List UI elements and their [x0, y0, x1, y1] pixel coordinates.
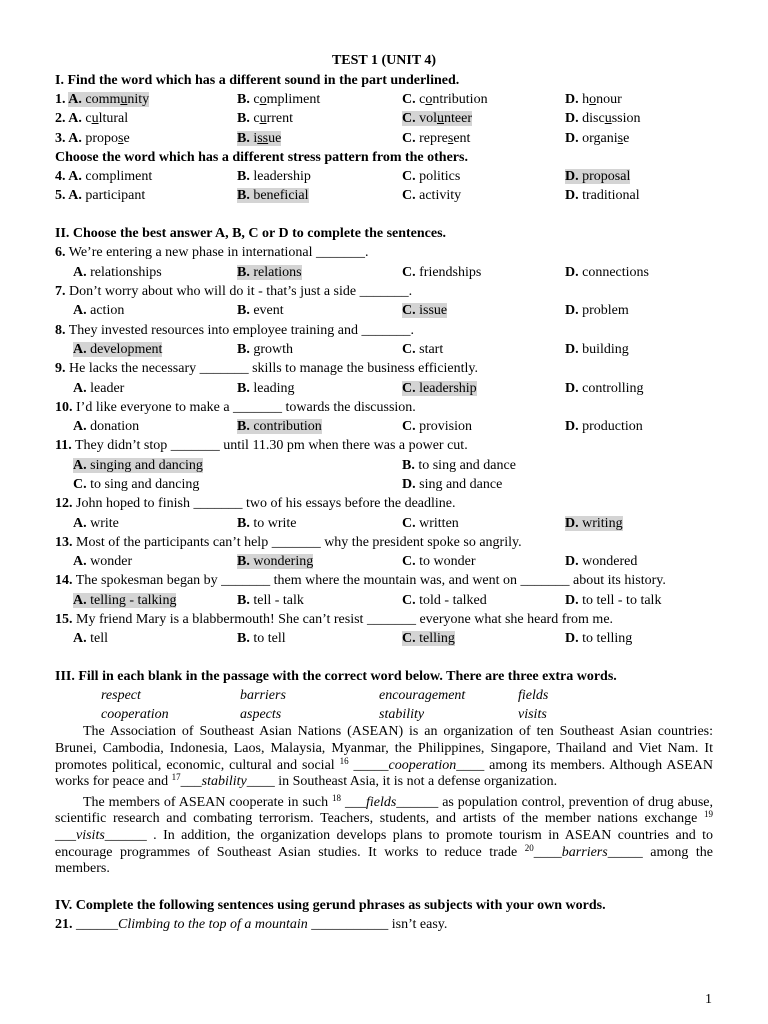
question-21: 21. ______Climbing to the top of a mountain ___________ isn’t easy. — [55, 916, 448, 932]
answer-21: Climbing to the top of a mountain — [118, 916, 308, 932]
answer-option: D. problem — [565, 303, 629, 319]
question-3 — [55, 129, 713, 148]
question-stem: 6. We’re entering a new phase in international _______. — [55, 245, 369, 261]
passage-paragraph-1: The Association of Southeast Asian Nations (ASEAN) is an organization of ten Southeast Asian countries: Brunei, Cambodia, Indonesia, Laos, Malaysia, Myanmar, the Philippines, Singapore, Thailand and Viet Nam. It promotes political, economic, cultural and social $^{16}$ _____cooperation____ among its members. Although ASEAN works for peace and $^{17}$___stability____ in Southeast Asia, it is not a defense organization. — [55, 724, 714, 790]
word-bank-row-1 — [55, 686, 713, 705]
answer-option: B. relations — [237, 264, 302, 280]
answer-option: D. writing — [565, 515, 623, 531]
option-4d: D. proposal — [565, 168, 631, 184]
answer-option: C. told - talked — [402, 592, 487, 608]
question-1 — [55, 90, 713, 109]
question-stem: 8. They invested resources into employee training and _______. — [55, 322, 414, 338]
answer-option: A. wonder — [73, 554, 133, 570]
section-4-heading: IV. Complete the following sentences using gerund phrases as subjects with your own words. — [55, 897, 606, 913]
answer-option: C. issue — [402, 303, 448, 319]
answer-option: C. to wonder — [402, 554, 476, 570]
section-2-questions — [55, 243, 713, 648]
option-2c: C. volunteer — [402, 111, 472, 127]
answer-option: A. donation — [73, 419, 140, 435]
word-bank-item: visits — [518, 707, 547, 723]
question-4 — [55, 167, 713, 186]
question-stem: 7. Don’t worry about who will do it - that’s just a side _______. — [55, 284, 413, 300]
answer-option: D. connections — [565, 264, 649, 280]
answer-option: C. leadership — [402, 380, 477, 396]
answer-19: visits — [76, 827, 105, 843]
section-1-heading: I. Find the word which has a different sound in the part underlined. — [55, 73, 460, 88]
answer-option: D. building — [565, 341, 629, 357]
answer-option: D. sing and dance — [402, 477, 503, 493]
answer-option: A. development — [73, 341, 163, 357]
question-stem: 15. My friend Mary is a blabbermouth! She can’t resist _______ everyone what she heard from me. — [55, 611, 614, 627]
answer-option: A. write — [73, 515, 119, 531]
answer-17: stability — [201, 774, 247, 790]
option-3d: D. organise — [565, 130, 630, 146]
answer-option: C. provision — [402, 419, 473, 435]
options-row — [55, 340, 713, 359]
answer-option: A. tell — [73, 631, 109, 647]
question-stem: 14. The spokesman began by _______ them where the mountain was, and went on _______ about its history. — [55, 572, 666, 588]
page-number: 1 — [705, 992, 712, 1007]
answer-option: A. singing and dancing — [73, 457, 203, 473]
word-bank-row-2 — [55, 705, 713, 724]
question-stem: 10. I’d like everyone to make a _______ towards the discussion. — [55, 399, 416, 415]
word-bank-item: cooperation — [101, 707, 169, 723]
answer-20: barriers — [561, 844, 608, 860]
question-5 — [55, 186, 713, 205]
answer-option: C. to sing and dancing — [73, 477, 200, 493]
answer-option: A. relationships — [73, 264, 162, 280]
option-4a: 4. A. compliment — [55, 168, 153, 184]
section-1-subheading: Choose the word which has a different stress pattern from the others. — [55, 149, 468, 165]
option-2b: B. current — [237, 111, 293, 127]
section-2-heading: II. Choose the best answer A, B, C or D to complete the sentences. — [55, 226, 447, 242]
option-5a: 5. A. participant — [55, 188, 146, 204]
option-2a: 2. A. cultural — [55, 111, 129, 127]
options-row — [55, 301, 713, 320]
options-row — [55, 475, 713, 494]
answer-option: B. to tell — [237, 631, 286, 647]
options-row — [55, 629, 713, 648]
word-bank-item: respect — [101, 688, 141, 704]
answer-18: fields — [365, 794, 397, 810]
option-1c: C. contribution — [402, 92, 488, 107]
option-1a: 1. A. community — [55, 92, 150, 107]
answer-option: B. to sing and dance — [402, 457, 516, 473]
option-3c: C. represent — [402, 130, 471, 146]
option-2d: D. discussion — [565, 111, 641, 127]
options-row — [55, 552, 713, 571]
option-1b: B. compliment — [237, 92, 321, 107]
answer-option: D. wondered — [565, 554, 638, 570]
answer-16: cooperation — [388, 757, 457, 773]
answer-option: C. start — [402, 341, 444, 357]
question-2 — [55, 109, 713, 128]
word-bank-item: encouragement — [379, 688, 466, 704]
option-5c: C. activity — [402, 188, 462, 204]
answer-option: D. to tell - to talk — [565, 592, 662, 608]
options-row — [55, 514, 713, 533]
answer-option: B. wondering — [237, 554, 314, 570]
answer-option: A. action — [73, 303, 125, 319]
option-4b: B. leadership — [237, 168, 311, 184]
answer-option: B. tell - talk — [237, 592, 304, 608]
answer-option: A. leader — [73, 380, 125, 396]
answer-option: A. telling - talking — [73, 592, 177, 608]
word-bank-item: stability — [379, 707, 425, 723]
option-5d: D. traditional — [565, 188, 640, 204]
page-title: TEST 1 (UNIT 4) — [331, 53, 437, 68]
passage-paragraph-2: The members of ASEAN cooperate in such $^{18}$ ___fields______ as population control, prevention of drug abuse, scientific research and combating terrorism. Teachers, students, and artists of the member nations exchange $^{19}$ ___visits______ . In addition, the organization develops plans to promote tourism in ASEAN countries and to encourage programmes of Southeast Asian studies. It works to reduce trade $^{20}$____barriers_____ among the members. — [55, 792, 713, 877]
question-stem: 11. They didn’t stop _______ until 11.30 pm when there was a power cut. — [55, 438, 468, 454]
option-3b: B. issue — [237, 130, 282, 146]
word-bank-item: barriers — [240, 688, 286, 704]
answer-option: D. controlling — [565, 380, 644, 396]
section-3-heading: III. Fill in each blank in the passage with the correct word below. There are three extra words. — [55, 669, 617, 685]
answer-option: B. leading — [237, 380, 295, 396]
test-page — [55, 51, 713, 934]
option-5b: B. beneficial — [237, 188, 309, 204]
answer-option: C. friendships — [402, 264, 482, 280]
answer-option: B. contribution — [237, 419, 322, 435]
options-row — [55, 263, 713, 282]
word-bank-item: fields — [518, 688, 549, 704]
option-4c: C. politics — [402, 168, 461, 184]
question-stem: 13. Most of the participants can’t help _______ why the president spoke so angrily. — [55, 534, 522, 550]
options-row — [55, 591, 713, 610]
options-row — [55, 379, 713, 398]
answer-option: B. growth — [237, 341, 294, 357]
answer-option: B. to write — [237, 515, 297, 531]
word-bank-item: aspects — [240, 707, 282, 723]
answer-option: C. written — [402, 515, 459, 531]
option-1d: D. honour — [565, 92, 622, 107]
question-stem: 12. John hoped to finish _______ two of his essays before the deadline. — [55, 496, 456, 512]
answer-option: B. event — [237, 303, 284, 319]
answer-option: D. production — [565, 419, 643, 435]
options-row — [55, 456, 713, 475]
question-stem: 9. He lacks the necessary _______ skills to manage the business efficiently. — [55, 361, 479, 377]
answer-option: C. telling — [402, 631, 455, 647]
answer-option: D. to telling — [565, 631, 633, 647]
options-row — [55, 417, 713, 436]
option-3a: 3. A. propose — [55, 130, 130, 146]
